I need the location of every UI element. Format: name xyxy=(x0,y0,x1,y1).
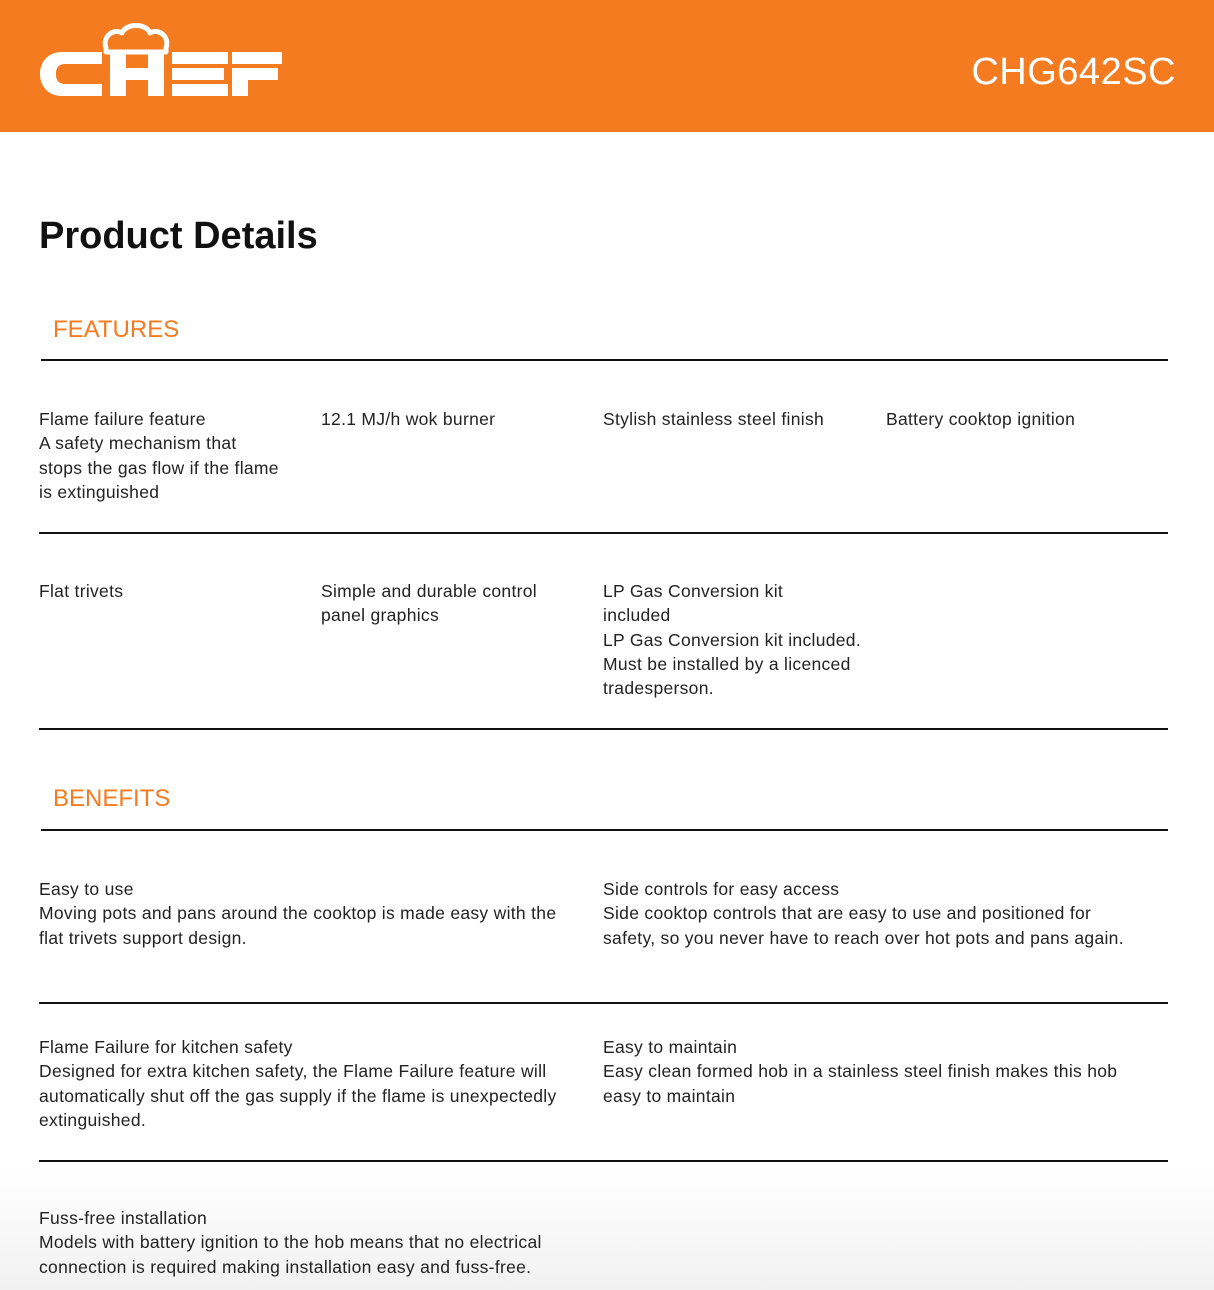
benefits-heading: BENEFITS xyxy=(53,785,171,812)
benefits-row-divider xyxy=(39,1160,1168,1162)
feature-item xyxy=(886,407,1146,431)
features-heading-divider xyxy=(41,359,1168,361)
benefit-description: Designed for extra kitchen safety, the Flame Failure feature will automatically shut off the gas supply if the flame is unexpectedly extinguished. xyxy=(39,1061,557,1130)
features-end-divider xyxy=(39,728,1168,730)
benefit-description: Models with battery ignition to the hob means that no electrical connection is required making installation easy and fuss-free. xyxy=(39,1232,542,1277)
feature-title: 12.1 MJ/h wok burner xyxy=(321,409,496,429)
chef-logo xyxy=(36,22,286,98)
model-number: CHG642SC xyxy=(971,51,1176,93)
benefit-item xyxy=(39,877,564,950)
benefit-title: Easy to use xyxy=(39,879,134,899)
benefit-item xyxy=(39,1206,579,1279)
benefit-title: Easy to maintain xyxy=(603,1037,738,1057)
feature-title: Stylish stainless steel finish xyxy=(603,409,825,429)
feature-description: LP Gas Conversion kit included. Must be installed by a licenced tradesperson. xyxy=(603,629,861,699)
feature-description: A safety mechanism that stops the gas flow if the flame is extinguished xyxy=(39,433,279,502)
benefit-item xyxy=(603,1035,1133,1108)
benefits-heading-divider xyxy=(41,829,1168,831)
benefit-description: Moving pots and pans around the cooktop is made easy with the flat trivets support design. xyxy=(39,903,557,948)
features-heading: FEATURES xyxy=(53,316,180,343)
benefit-title: Fuss-free installation xyxy=(39,1208,208,1228)
feature-item xyxy=(39,579,289,603)
page-title: Product Details xyxy=(39,215,318,257)
benefit-description: Easy clean formed hob in a stainless steel finish makes this hob easy to maintain xyxy=(603,1061,1118,1106)
benefit-description: Side cooktop controls that are easy to use and positioned for safety, so you never have to reach over hot pots and pans again. xyxy=(603,903,1124,948)
features-row-divider xyxy=(39,532,1168,534)
benefit-title: Flame Failure for kitchen safety xyxy=(39,1037,293,1057)
brand-header xyxy=(0,0,1214,132)
benefit-item xyxy=(603,877,1133,950)
feature-item xyxy=(603,407,863,431)
feature-item xyxy=(39,407,284,504)
feature-title: Flame failure feature xyxy=(39,409,206,429)
feature-title: Simple and durable control panel graphics xyxy=(321,581,537,626)
benefit-title: Side controls for easy access xyxy=(603,879,840,899)
feature-item xyxy=(321,407,571,431)
feature-title: Battery cooktop ignition xyxy=(886,409,1076,429)
feature-title: LP Gas Conversion kit included xyxy=(603,581,784,626)
benefits-row-divider xyxy=(39,1002,1168,1004)
feature-item xyxy=(321,579,566,628)
feature-title: Flat trivets xyxy=(39,581,124,601)
benefit-item xyxy=(39,1035,564,1132)
feature-item xyxy=(603,579,863,700)
